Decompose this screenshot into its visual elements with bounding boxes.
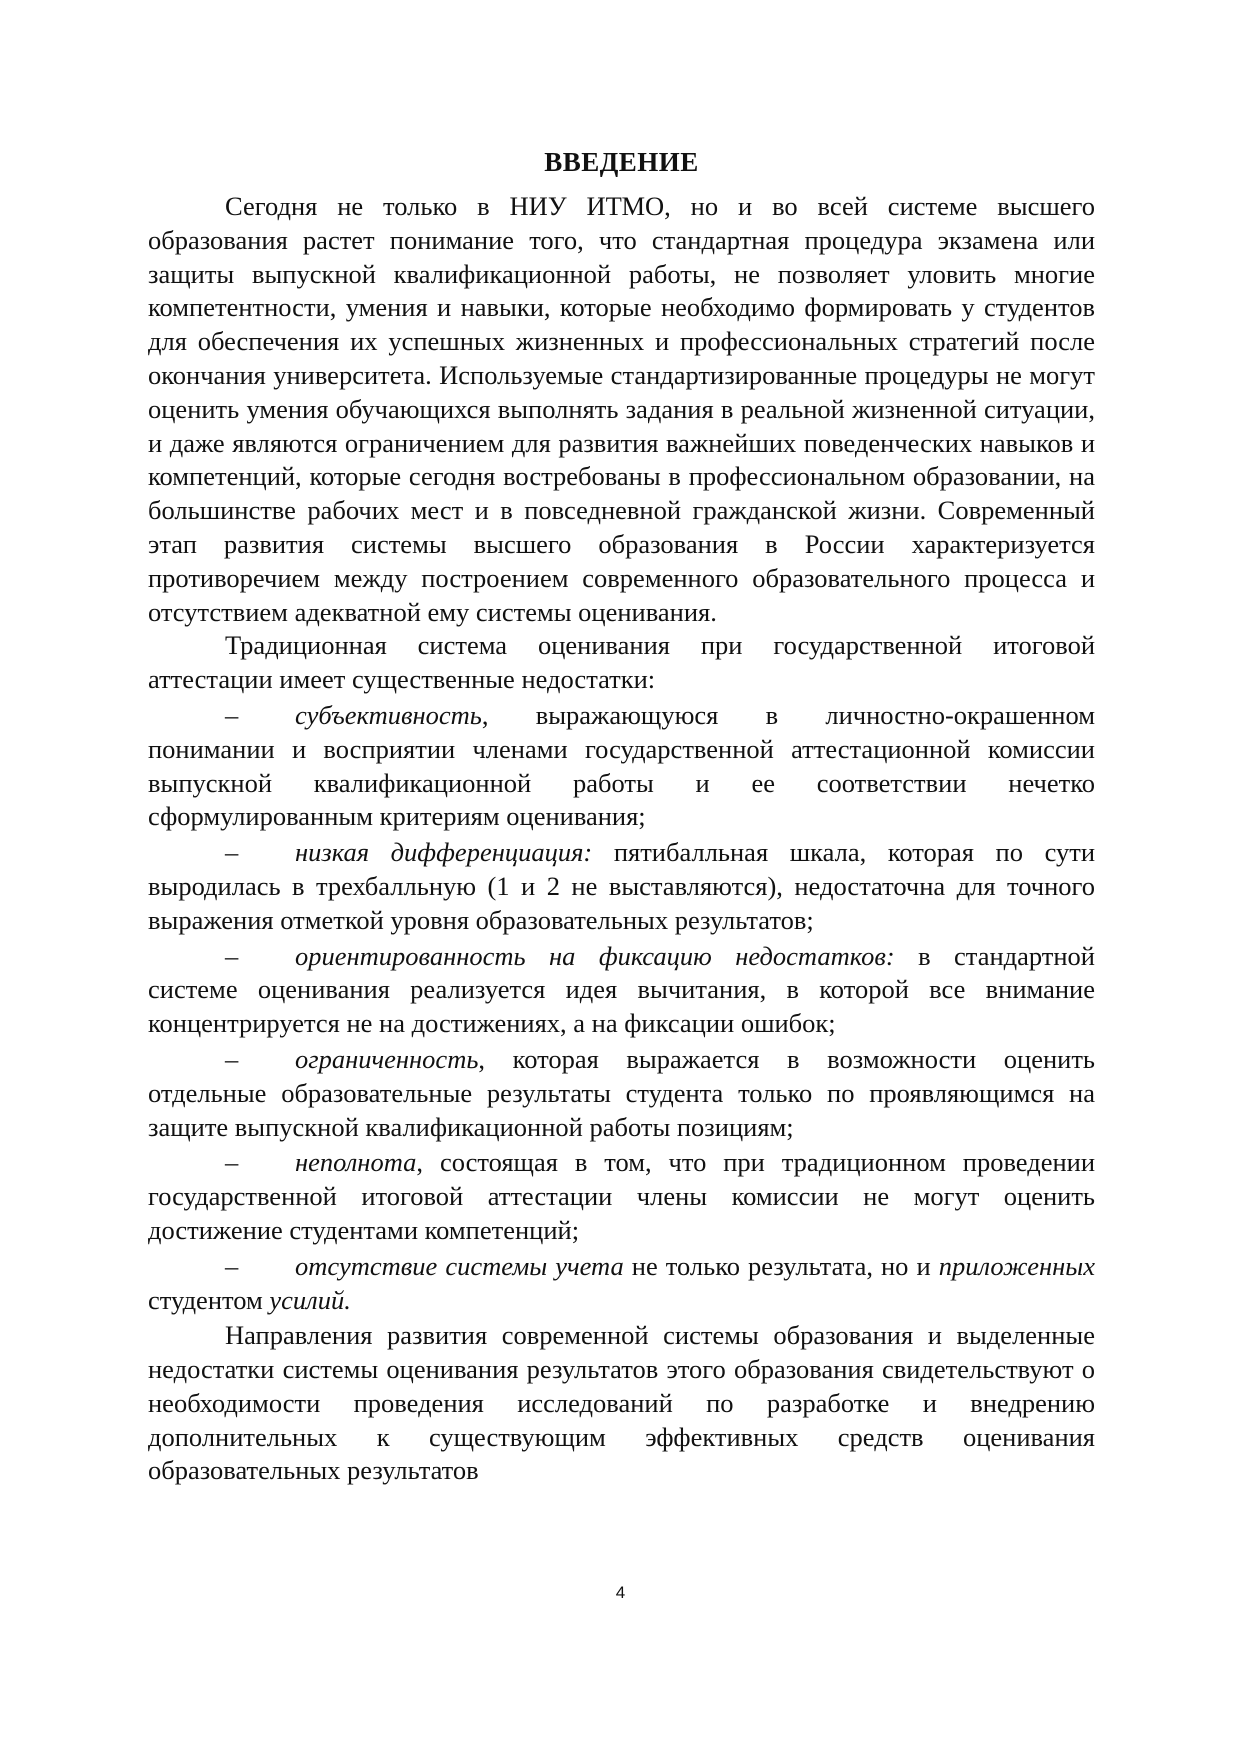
list-dash: –: [225, 940, 239, 971]
list-dash: –: [225, 837, 239, 868]
paragraph-conclusion: Направления развития современной системы образования и выделенные недостатки системы оценивания результатов этого образования свидетельствуют о необходимости проведения исследований по разработке и внедрению дополнительных к существующим эффективных средств оценивания образовательных результатов: [148, 1320, 1095, 1486]
list-item: [148, 1146, 1095, 1247]
list-item: [148, 836, 1095, 937]
list-dash: –: [225, 699, 239, 730]
list-item-term: низкая дифференциация:: [295, 837, 593, 868]
list-dash: –: [225, 1147, 239, 1178]
list-item-text: , которая выражается в возможности оценить отдельные образовательные результаты студента только по проявляющимся на защите выпускной квалификационной работы позициям;: [148, 1043, 1095, 1142]
list-item-text: не только результата, но и: [623, 1250, 939, 1281]
paragraph-shortcomings-lead: Традиционная система оценивания при государственной итоговой аттестации имеет существенные недостатки:: [148, 630, 1095, 695]
list-item-term: усилий.: [269, 1284, 351, 1315]
section-heading: ВВЕДЕНИЕ: [544, 147, 699, 177]
page-number: 4: [615, 1583, 626, 1602]
list-item-term: приложенных: [938, 1250, 1095, 1281]
list-item-text: , состоящая в том, что при традиционном проведении государственной итоговой аттестации члены комиссии не могут оценить достижение студентами компетенций;: [148, 1147, 1095, 1245]
list-item-term: отсутствие системы учета: [295, 1250, 624, 1281]
list-item-text: , выражающуюся в личностно-окрашенном понимании и восприятии членами государственной аттестационной комиссии выпускной квалификационной работы и ее соответствии нечетко сформулированным критериям оценивания;: [148, 699, 1095, 832]
list-item-term: неполнота: [295, 1147, 417, 1178]
list-item: [148, 1250, 1095, 1318]
list-item-text: студентом: [148, 1284, 270, 1315]
list-item-term: субъективность: [295, 699, 482, 730]
list-item-term: ограниченность: [295, 1043, 479, 1074]
list-item: [148, 940, 1095, 1041]
list-item: [148, 1043, 1095, 1144]
list-item: [148, 699, 1095, 834]
list-dash: –: [225, 1043, 239, 1074]
list-dash: –: [225, 1250, 239, 1281]
list-item-term: ориентированность на фиксацию недостатков:: [295, 940, 895, 971]
list-item-text: в стандартной системе оценивания реализуется идея вычитания, в которой все внимание концентрируется не на достижениях, а на фиксации ошибок;: [148, 940, 1095, 1039]
paragraph-intro: Сегодня не только в НИУ ИТМО, но и во всей системе высшего образования растет понимание того, что стандартная процедура экзамена или защиты выпускной квалификационной работы, не позволяет уловить многие компетентности, умения и навыки, которые необходимо формировать у студентов для обеспечения их успешных жизненных и профессиональных стратегий после окончания университета. Используемые стандартизированные процедуры не могут оценить умения обучающихся выполнять задания в реальной жизненной ситуации, и даже являются ограничением для развития важнейших поведенческих навыков и компетенций, которые сегодня востребованы в профессиональном образовании, на большинстве рабочих мест и в повседневной гражданской жизни. Современный этап развития системы высшего образования в России характеризуется противоречием между построением современного образовательного процесса и отсутствием адекватной ему системы оценивания.: [148, 191, 1095, 627]
list-item-text: пятибалльная шкала, которая по сути выродилась в трехбалльную (1 и 2 не выставляются), недостаточна для точного выражения отметкой уровня образовательных результатов;: [148, 837, 1096, 935]
page-content: [148, 142, 1095, 1488]
